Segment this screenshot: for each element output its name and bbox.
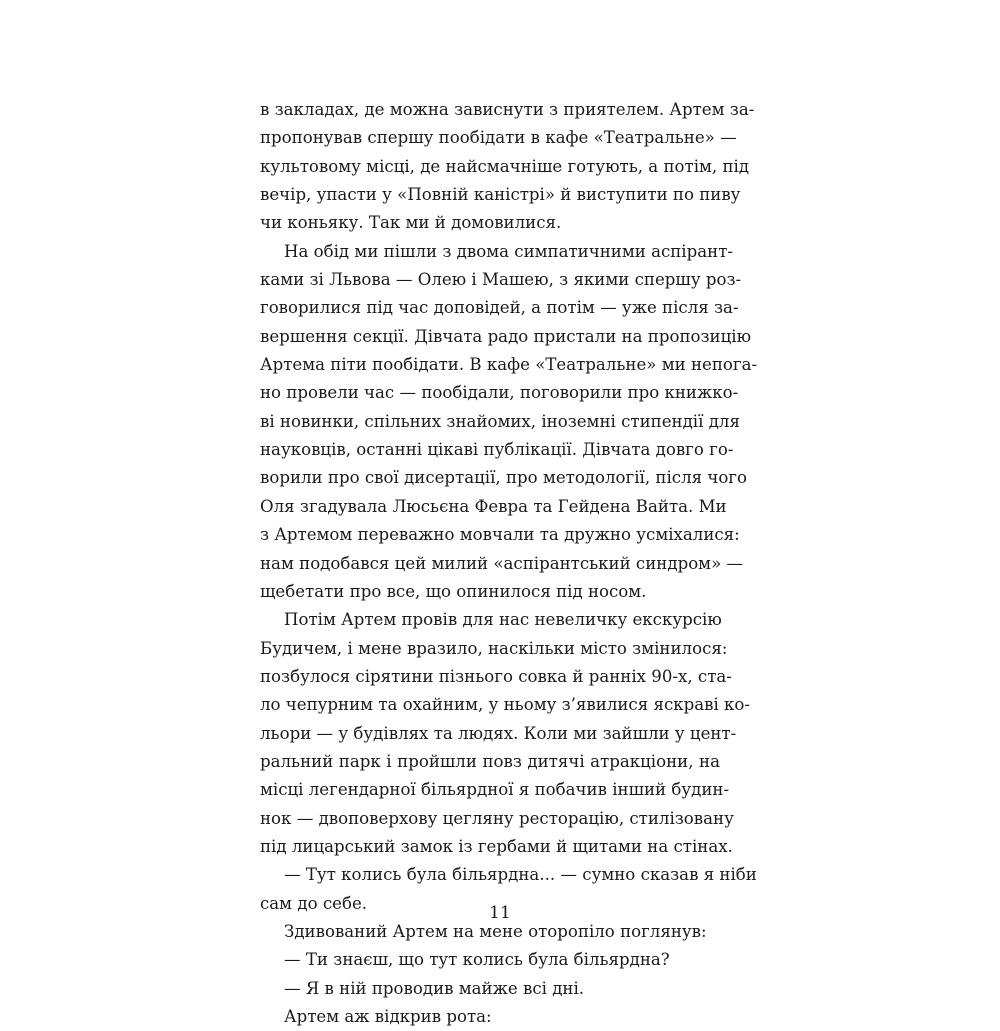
- text-line: Артема піти пообідати. В кафе «Театральне» ми непога-: [260, 355, 758, 375]
- text-line: пропонував спершу пообідати в кафе «Театральне» —: [260, 128, 737, 148]
- text-line: На обід ми пішли з двома симпатичними аспірант-: [284, 241, 733, 261]
- text-line: щебетати про все, що опинилося під носом.: [260, 581, 647, 601]
- text-line: Артем аж відкрив рота:: [284, 1007, 492, 1026]
- text-line: культовому місці, де найсмачніше готують, а потім, під: [260, 156, 750, 176]
- text-line: ло чепурним та охайним, у ньому з’явилися яскраві ко-: [260, 695, 751, 715]
- text-line: Здивований Артем на мене оторопіло поглянув:: [284, 921, 707, 941]
- text-line: чи коньяку. Так ми й домовилися.: [260, 213, 562, 233]
- text-line: Оля згадувала Люсьєна Февра та Гейдена Вайта. Ми: [260, 496, 727, 516]
- text-line: ві новинки, спільних знайомих, іноземні стипендії для: [260, 411, 740, 431]
- text-line: сам до себе.: [260, 893, 368, 913]
- text-line: вечір, упасти у «Повній каністрі» й виступити по пиву: [260, 185, 741, 205]
- text-line: ками зі Львова — Олею і Машею, з якими спершу роз-: [260, 270, 742, 290]
- text-line: — Я в ній проводив майже всі дні.: [284, 978, 585, 998]
- text-line: позбулося сірятини пізнього совка й ранніх 90-х, ста-: [260, 666, 732, 686]
- text-line: говорилися під час доповідей, а потім — уже після за-: [260, 298, 739, 318]
- text-line: — Ти знаєш, що тут колись була більярдна?: [284, 950, 670, 970]
- text-line: науковців, останні цікаві публікації. Дівчата довго го-: [260, 440, 734, 460]
- body-text: [260, 96, 758, 1031]
- text-line: ральний парк і пройшли повз дитячі атракціони, на: [260, 751, 720, 771]
- text-line: но провели час — пообідали, поговорили про книжко-: [260, 383, 739, 403]
- text-line: місці легендарної більярдної я побачив інший будин-: [260, 780, 730, 800]
- text-line: під лицарський замок із гербами й щитами на стінах.: [260, 836, 733, 856]
- text-line: нок — двоповерхову цегляну ресторацію, стилізовану: [260, 808, 734, 828]
- page-number: 11: [489, 903, 511, 923]
- text-line: ворили про свої дисертації, про методології, після чого: [260, 468, 747, 488]
- text-line: вершення секції. Дівчата радо пристали на пропозицію: [260, 326, 752, 346]
- text-line: — Тут колись була більярдна... — сумно сказав я ніби: [284, 865, 757, 885]
- text-line: в закладах, де можна зависнути з приятелем. Артем за-: [260, 100, 755, 119]
- text-line: з Артемом переважно мовчали та дружно усміхалися:: [260, 525, 740, 545]
- text-line: нам подобався цей милий «аспірантський синдром» —: [260, 553, 744, 573]
- text-line: Будичем, і мене вразило, наскільки місто змінилося:: [260, 638, 728, 658]
- text-line: льори — у будівлях та людях. Коли ми зайшли у цент-: [260, 723, 737, 743]
- text-line: Потім Артем провів для нас невеличку екскурсію: [284, 610, 722, 630]
